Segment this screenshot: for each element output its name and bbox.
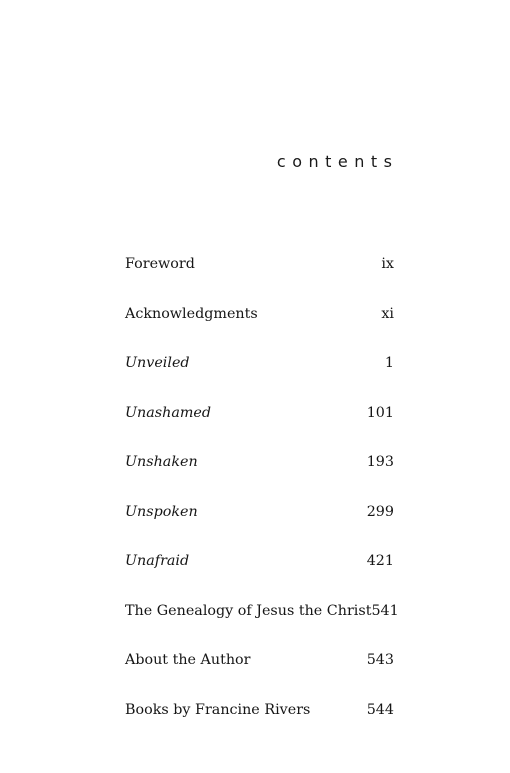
toc-entry-genealogy [125,597,399,647]
table-of-contents [125,250,399,745]
toc-entry-title: Unashamed [125,404,212,421]
toc-entry-about-author [125,646,394,696]
toc-entry-unshaken [125,448,394,498]
toc-entry-page: 101 [366,404,394,421]
toc-entry-page: 541 [371,602,399,619]
toc-entry-page: 544 [366,701,394,718]
toc-entry-unveiled [125,349,394,399]
contents-heading: contents [276,152,399,171]
toc-entry-page: 299 [366,503,394,520]
toc-entry-title: Unshaken [125,454,198,470]
toc-entry-page: 1 [384,355,394,371]
toc-entry-title: Acknowledgments [125,305,258,322]
toc-entry-unspoken [125,498,394,548]
toc-entry-page: 543 [366,652,394,668]
toc-entry-acknowledgments [125,300,394,350]
toc-entry-page: ix [381,256,394,272]
toc-entry-title: Unveiled [125,355,190,371]
toc-entry-title: Unspoken [125,503,198,520]
toc-entry-unafraid [125,547,394,597]
toc-entry-page: 193 [366,454,394,470]
toc-entry-title: The Genealogy of Jesus the Christ [125,602,372,619]
toc-entry-title: Foreword [125,256,195,272]
toc-entry-title: About the Author [125,652,251,668]
toc-entry-unashamed [125,399,394,449]
toc-entry-page: xi [381,305,394,322]
toc-entry-foreword [125,250,394,300]
toc-entry-title: Unafraid [125,553,190,569]
toc-entry-books-by-author [125,696,394,746]
toc-entry-title: Books by Francine Rivers [125,701,311,718]
toc-entry-page: 421 [366,553,394,569]
